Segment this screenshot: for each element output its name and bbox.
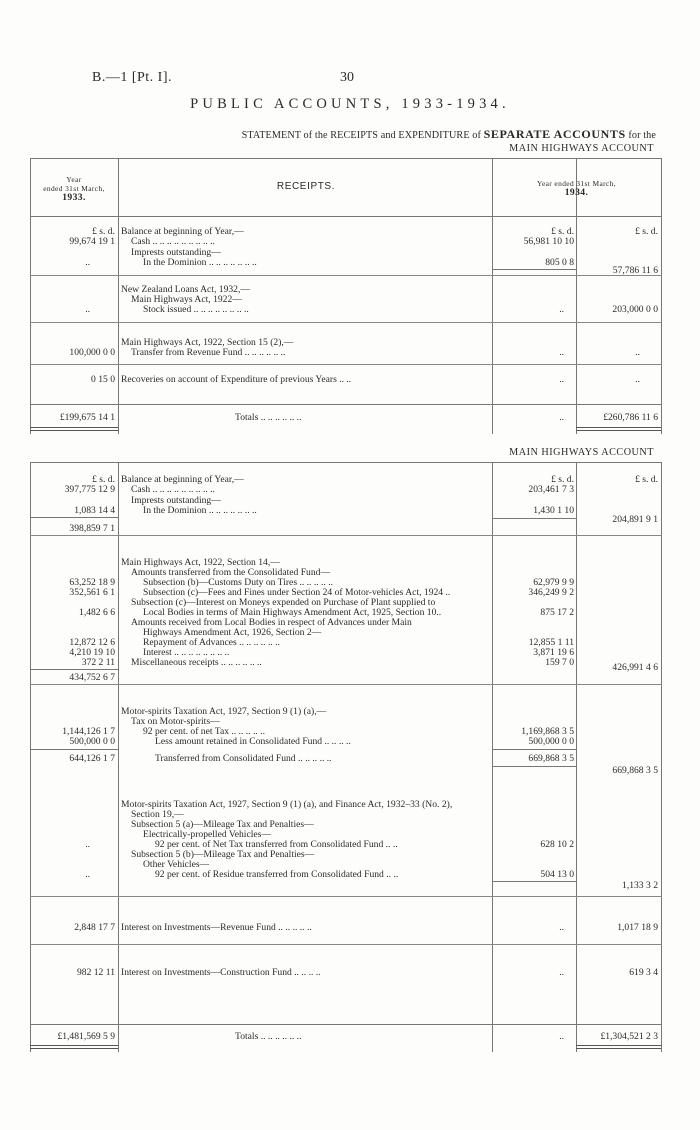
receipts-table-1: [30, 158, 662, 434]
r4-l1: Recoveries on account of Expenditure of previous Years .. ..: [121, 374, 352, 385]
b-l7: Amounts received from Local Bodies in respect of Advances under Main: [131, 617, 412, 628]
d-l2: Section 19,—: [131, 809, 184, 820]
r4-sub: ..: [559, 374, 564, 385]
page-title: PUBLIC ACCOUNTS, 1933-1934.: [190, 96, 510, 112]
b-l11p: 372 2 11: [81, 657, 115, 668]
b-l9p: 12,872 12 6: [69, 637, 115, 648]
c-total: 669,868 3 5: [612, 765, 658, 776]
a-sum: 398,859 7 1: [69, 523, 115, 534]
lsd-prev: £ s. d.: [92, 226, 115, 237]
e-total: 1,017 18 9: [617, 922, 658, 933]
b-l5: Subsection (c)—Interest on Moneys expended on Purchase of Plant supplied to: [131, 597, 436, 608]
d-l8v: 504 13 0: [540, 869, 574, 880]
c-l3v: 1,169,868 3 5: [521, 726, 574, 737]
r1-l2: Cash .. .. .. .. .. .. .. .. ..: [131, 236, 215, 247]
receipts-table-2: [30, 462, 662, 1052]
a-total: 204,891 9 1: [612, 514, 658, 525]
a-l1: Balance at beginning of Year,—: [121, 474, 244, 485]
totals-prev-2: £1,481,569 5 9: [57, 1031, 115, 1042]
receipts-header: RECEIPTS.: [276, 181, 336, 192]
a-l2: Cash .. .. .. .. .. .. .. .. ..: [131, 484, 215, 495]
totals-sub-1: ..: [559, 412, 564, 423]
c-l4: Less amount retained in Consolidated Fund .. .. .. ..: [155, 736, 351, 747]
d-l5p: ..: [85, 839, 90, 850]
a-l4p: 1,083 14 4: [74, 505, 115, 516]
a-l2v: 203,461 7 3: [528, 484, 574, 495]
lsd-tot: £ s. d.: [635, 226, 658, 237]
r1-l1: Balance at beginning of Year,—: [121, 226, 244, 237]
f-sub: ..: [559, 967, 564, 978]
r3-total: ..: [635, 347, 640, 358]
b-l11: Miscellaneous receipts .. .. .. .. .. ..: [131, 657, 262, 668]
r2-sub: ..: [559, 304, 564, 315]
totals-prev-1: £199,675 14 1: [59, 412, 115, 423]
subtitle-pre: STATEMENT of the RECEIPTS and EXPENDITURE of: [241, 130, 481, 141]
page-number: 30: [340, 70, 354, 85]
c-l5p: 644,126 1 7: [69, 753, 115, 764]
b-sum: 434,752 6 7: [69, 672, 115, 683]
b-l8: Highways Amendment Act, 1926, Section 2—: [143, 627, 322, 638]
account-name-1: MAIN HIGHWAYS ACCOUNT: [509, 143, 654, 154]
document-reference: B.—1 [Pt. I].: [92, 70, 172, 85]
r2-l2: Main Highways Act, 1922—: [131, 294, 242, 305]
lsd-sub-2: £ s. d.: [551, 474, 574, 485]
b-l4v: 346,249 9 2: [528, 587, 574, 598]
totals-total-2: £1,304,521 2 3: [600, 1031, 658, 1042]
f-l1: Interest on Investments—Construction Fund .. .. .. ..: [121, 967, 321, 978]
b-l4: Subsection (c)—Fees and Fines under Section 24 of Motor-vehicles Act, 1924 ..: [143, 587, 451, 598]
r1-total: 57,786 11 6: [612, 265, 658, 276]
totals-sub-2: ..: [559, 1031, 564, 1042]
b-l11v: 159 7 0: [545, 657, 574, 668]
r3-l1: Main Highways Act, 1922, Section 15 (2),—: [121, 337, 294, 348]
c-l3: 92 per cent. of net Tax .. .. .. .. ..: [143, 726, 265, 737]
f-prev: 982 12 11: [76, 967, 115, 978]
subtitle-post: for the: [628, 130, 656, 141]
curr-year-header: Year ended 31st March, 1934.: [536, 179, 617, 198]
a-l4v: 1,430 1 10: [533, 505, 574, 516]
b-l10v: 3,871 19 6: [533, 647, 574, 658]
lsd-prev-2: £ s. d.: [92, 474, 115, 485]
a-l4: In the Dominion .. .. .. .. .. .. ..: [143, 505, 257, 516]
totals-total-1: £260,786 11 6: [603, 412, 658, 423]
b-l1: Main Highways Act, 1922, Section 14,—: [121, 557, 280, 568]
r3-sub: ..: [559, 347, 564, 358]
subtitle-bold: SEPARATE ACCOUNTS: [483, 127, 626, 141]
d-l3: Subsection 5 (a)—Mileage Tax and Penalties—: [131, 819, 314, 830]
e-l1: Interest on Investments—Revenue Fund .. .. .. .. ..: [121, 922, 312, 933]
b-total: 426,991 4 6: [612, 662, 658, 673]
r1-prev: 99,674 19 1: [69, 236, 115, 247]
account-name-2: MAIN HIGHWAYS ACCOUNT: [509, 447, 654, 458]
r2-prev: ..: [85, 304, 90, 315]
d-l6: Subsection 5 (b)—Mileage Tax and Penalties—: [131, 849, 315, 860]
r3-prev: 100,000 0 0: [69, 347, 115, 358]
b-l6p: 1,482 6 6: [79, 607, 115, 618]
c-l2: Tax on Motor-spirits—: [131, 716, 220, 727]
c-l4p: 500,000 0 0: [69, 736, 115, 747]
d-l5v: 628 10 2: [540, 839, 574, 850]
lsd-tot-2: £ s. d.: [635, 474, 658, 485]
d-l4: Electrically-propelled Vehicles—: [143, 829, 271, 840]
prev-year-header: Year ended 31st March, 1933.: [43, 175, 105, 203]
b-l2: Amounts transferred from the Consolidated Fund—: [131, 567, 331, 578]
b-l3v: 62,979 9 9: [533, 577, 574, 588]
r4-prev: 0 15 0: [91, 374, 115, 385]
e-sub: ..: [559, 922, 564, 933]
a-l3: Imprests outstanding—: [131, 495, 221, 506]
totals-label-2: Totals .. .. .. .. .. ..: [235, 1031, 302, 1042]
d-l8: 92 per cent. of Residue transferred from Consolidated Fund .. ..: [155, 869, 399, 880]
d-l1: Motor-spirits Taxation Act, 1927, Section 9 (1) (a), and Finance Act, 1932–33 (No. 2),: [121, 799, 453, 810]
c-l1: Motor-spirits Taxation Act, 1927, Section 9 (1) (a),—: [121, 706, 327, 717]
b-l3p: 63,252 18 9: [69, 577, 115, 588]
r3-l2: Transfer from Revenue Fund .. .. .. .. .. ..: [131, 347, 286, 358]
c-l5v: 669,868 3 5: [528, 753, 574, 764]
b-l6v: 875 17 2: [540, 607, 574, 618]
r2-l1: New Zealand Loans Act, 1932,—: [121, 284, 250, 295]
r1-l2v: 56,981 10 10: [523, 236, 574, 247]
b-l10: Interest .. .. .. .. .. .. .. ..: [143, 647, 230, 658]
r2-l3: Stock issued .. .. .. .. .. .. .. ..: [143, 304, 249, 315]
d-total: 1,133 3 2: [622, 880, 658, 891]
b-l3: Subsection (b)—Customs Duty on Tires .. .. .. .. ..: [143, 577, 334, 588]
totals-label-1: Totals .. .. .. .. .. ..: [235, 412, 302, 423]
r4-total: ..: [635, 374, 640, 385]
r1-l4p: ..: [85, 257, 90, 268]
r1-l4: In the Dominion .. .. .. .. .. .. ..: [143, 257, 257, 268]
d-l7: Other Vehicles—: [143, 859, 210, 870]
d-l8p: ..: [85, 869, 90, 880]
c-l3p: 1,144,126 1 7: [62, 726, 115, 737]
f-total: 619 3 4: [629, 967, 658, 978]
b-l4p: 352,561 6 1: [69, 587, 115, 598]
b-l10p: 4,210 19 10: [69, 647, 115, 658]
c-l4v: 500,000 0 0: [528, 736, 574, 747]
statement-subtitle: [242, 127, 656, 142]
lsd-sub: £ s. d.: [551, 226, 574, 237]
c-l5: Transferred from Consolidated Fund .. .. .. .. ..: [155, 753, 332, 764]
d-l5: 92 per cent. of Net Tax transferred from Consolidated Fund .. ..: [155, 839, 398, 850]
b-l6: Local Bodies in terms of Main Highways Amendment Act, 1925, Section 10..: [143, 607, 442, 618]
e-prev: 2,848 17 7: [74, 922, 115, 933]
r1-l4v: 805 0 8: [545, 257, 574, 268]
b-l9: Repayment of Advances .. .. .. .. .. ..: [143, 637, 280, 648]
b-l9v: 12,855 1 11: [528, 637, 574, 648]
a-l2p: 397,775 12 9: [64, 484, 115, 495]
r1-l3: Imprests outstanding—: [131, 247, 221, 258]
r2-total: 203,000 0 0: [612, 304, 658, 315]
